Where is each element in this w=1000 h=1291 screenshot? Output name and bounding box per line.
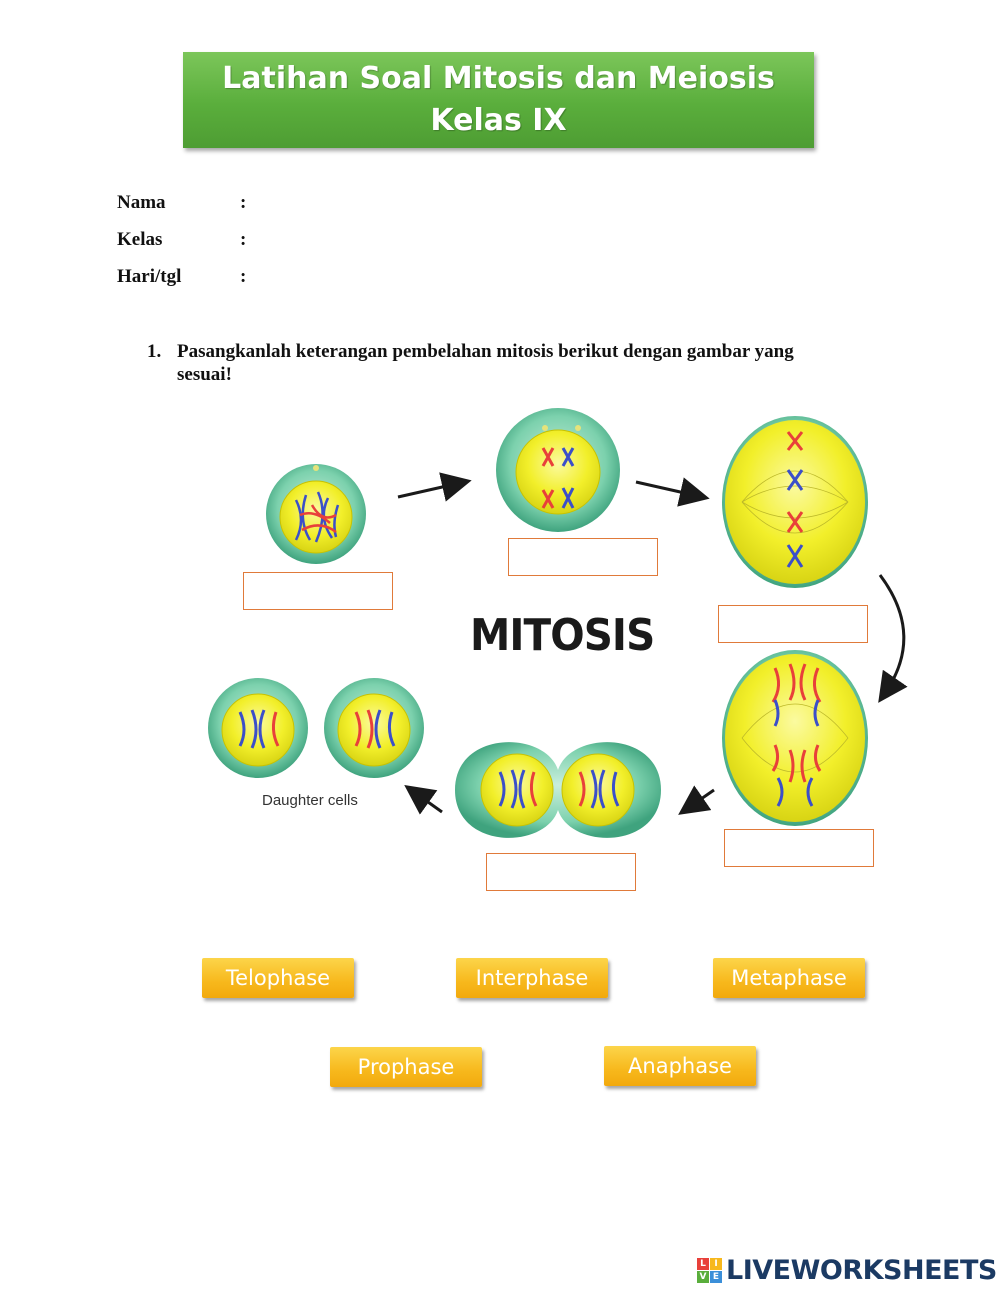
daughter-cell-left: [208, 678, 308, 778]
drop-box-stage-5[interactable]: [486, 853, 636, 891]
arrow-3-4-icon: [880, 575, 904, 693]
drop-box-stage-1[interactable]: [243, 572, 393, 610]
cell-stage-3: [722, 416, 868, 588]
daughter-cells-label: Daughter cells: [262, 792, 358, 809]
mitosis-title: MITOSIS: [470, 610, 655, 661]
title-line-1: Latihan Soal Mitosis dan Meiosis: [222, 61, 775, 96]
title-line-2: Kelas IX: [430, 103, 567, 138]
class-label: Kelas: [117, 229, 163, 250]
drop-box-stage-4[interactable]: [724, 829, 874, 867]
arrow-1-2-icon: [398, 483, 460, 497]
cell-stage-5: [455, 742, 661, 838]
drop-box-stage-2[interactable]: [508, 538, 658, 576]
chip-prophase[interactable]: Prophase: [330, 1047, 482, 1087]
brand-name: LIVEWORKSHEETS: [726, 1254, 997, 1286]
logo-letter-l: L: [697, 1258, 709, 1270]
logo-letter-v: V: [697, 1271, 709, 1283]
liveworksheets-logo-icon: [697, 1258, 722, 1283]
arrow-2-3-icon: [636, 482, 698, 496]
chip-telophase[interactable]: Telophase: [202, 958, 354, 998]
date-label: Hari/tgl: [117, 266, 182, 287]
question-number: 1.: [147, 341, 162, 362]
logo-letter-i: I: [710, 1258, 722, 1270]
class-colon: :: [240, 229, 247, 250]
name-colon: :: [240, 192, 247, 213]
arrow-4-5-icon: [688, 790, 714, 808]
chip-anaphase[interactable]: Anaphase: [604, 1046, 756, 1086]
logo-letter-e: E: [710, 1271, 722, 1283]
question-text: Pasangkanlah keterangan pembelahan mitosis berikut dengan gambar yang sesuai!: [177, 341, 794, 385]
cell-stage-2: [496, 408, 620, 532]
date-colon: :: [240, 266, 247, 287]
liveworksheets-brand: [697, 1253, 997, 1287]
arrow-5-6-icon: [414, 792, 442, 812]
cell-stage-1: [266, 464, 366, 564]
cell-stage-4: [722, 650, 868, 826]
daughter-cell-right: [324, 678, 424, 778]
chip-interphase[interactable]: Interphase: [456, 958, 608, 998]
drop-box-stage-3[interactable]: [718, 605, 868, 643]
name-label: Nama: [117, 192, 166, 213]
chip-metaphase[interactable]: Metaphase: [713, 958, 865, 998]
